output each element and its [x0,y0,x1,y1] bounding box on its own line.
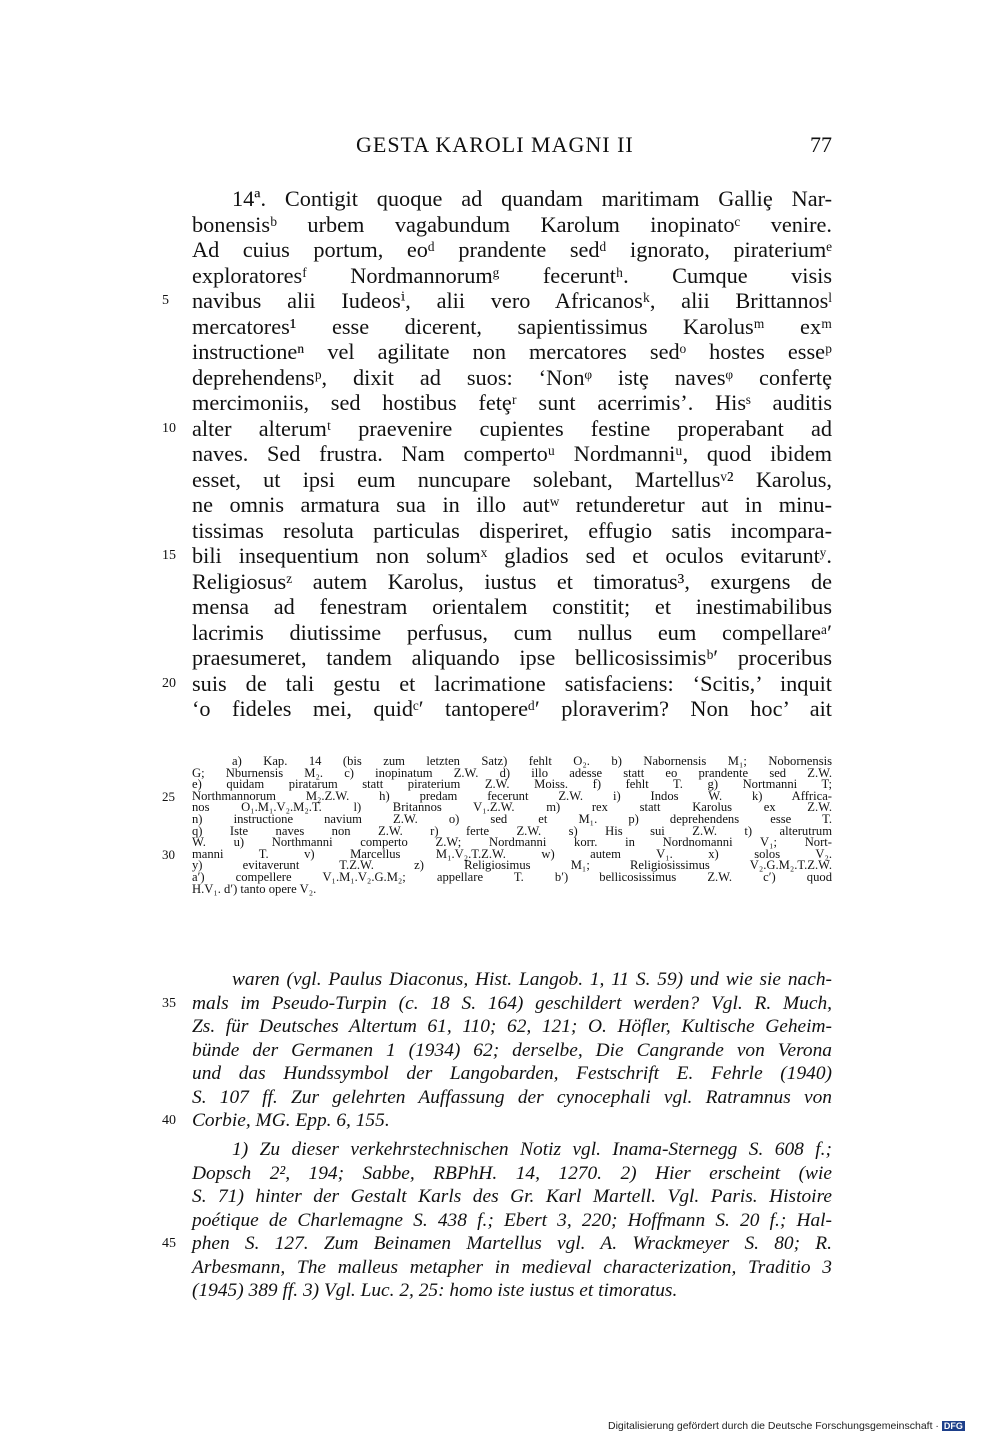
main-line [192,390,832,416]
main-text: mensa ad fenestram orientalem constitit; et inestimabilibus [192,594,832,619]
apparatus-text: H.V₁. d′) tanto opere V₂. [192,881,317,896]
apparatus-text: nos O₁.M₁.V₂.M₂.T. l) Britannos V₁.Z.W. m) rex statt Karolus ex Z.W. [192,800,832,815]
main-text: deprehendensᵖ, dixit ad suos: ‘Nonᵠ istȩ navesᵠ confertȩ [192,364,832,390]
apparatus-text: e) quidam piratarum statt piraterium Z.W. Moiss. f) fehlt T. g) Nortmanni T; [192,777,832,792]
commentary-text: S. 107 ff. Zur gelehrten Auffassung der cynocephali vgl. Ratramnus von [192,1086,832,1108]
main-line [192,365,832,391]
main-text: mercimoniis, sed hostibus fetȩʳ sunt acerrimis’. Hisˢ auditis [192,390,832,415]
commentary-text: und das Hundssymbol der Langobarden, Festschrift E. Fehrle (1940) [192,1063,832,1084]
footnote-text: 1) Zu dieser verkehrstechnischen Notiz vgl. Inama-Sternegg S. 608 f.; [232,1139,832,1160]
critical-apparatus [162,754,832,896]
main-line [192,467,832,493]
page-number: 77 [810,132,832,157]
line-number: 15 [162,548,176,563]
line-number: 40 [162,1113,176,1128]
main-line [162,288,832,314]
line-number: 45 [162,1236,176,1251]
footnote-text: (1945) 389 ff. 3) Vgl. Luc. 2, 25: homo iste iustus et timoratus. [192,1280,678,1301]
main-line [192,314,832,340]
main-text: ne omnis armatura sua in illo autʷ retunderetur aut in minu- [192,492,832,517]
main-line [192,518,832,544]
footnote-line [162,1232,832,1256]
main-line [162,670,832,697]
main-text [162,186,832,722]
main-text: esset, ut ipsi eum nuncupare solebant, Martellusᵛ² Karolus, [192,466,832,492]
footer-text: Digitalisierung gefördert durch die Deutsche Forschungsgemeinschaft · [608,1420,939,1432]
commentary-text: mals im Pseudo-Turpin (c. 18 S. 164) geschildert werden? Vgl. R. Much, [192,992,832,1014]
main-text: bili insequentium non solumˣ gladios sed et oculos evitaruntʸ. [192,543,832,568]
apparatus-text: G; Nburnensis M₂. c) inopinatum Z.W. d) illo adesse statt eo prandente sed Z.W. [192,765,832,780]
main-text: praesumeret, tandem aliquando ipse bellicosissimisᵇ′ proceribus [192,645,832,670]
main-text: naves. Sed frustra. Nam compertoᵘ Nordmanniᵘ, quod ibidem [192,441,832,466]
digitization-footer [608,1420,965,1432]
main-line [162,543,832,569]
line-number: 5 [162,293,169,308]
footnote-line [192,1162,832,1186]
main-line [192,620,832,646]
main-line [192,186,832,212]
apparatus-text: manni T. v) Marcellus M₁.V₂.T.Z.W. w) autem V₁. x) solos V₂. [192,846,832,861]
main-text: Ad cuius portum, eoᵈ prandente sedᵈ ignorato, pirateriumᵉ [192,237,832,262]
main-line [192,645,832,671]
footnote-text: poétique de Charlemagne S. 438 f.; Ebert 3, 220; Hoffmann S. 20 f.; Hal- [192,1209,832,1231]
apparatus-text: n) instructione navium Z.W. o) sed et M₁. p) deprehendens esse T. [192,811,832,826]
main-text: 14ª. Contigit quoque ad quandam maritimam Galliȩ Nar- [232,186,832,211]
main-text: bonensisᵇ urbem vagabundum Karolum inopinatoᶜ venire. [192,211,832,237]
footnote-line [192,1279,832,1303]
main-text: mercatores¹ esse dicerent, sapientissimus Karolusᵐ exᵐ [192,313,832,339]
line-number: 25 [162,788,175,804]
commentary-line [192,1039,832,1063]
dfg-logo: DFG [943,1421,963,1432]
commentary-text: Corbie, MG. Epp. 6, 155. [192,1110,390,1131]
main-line [192,212,832,238]
main-line [192,441,832,467]
main-text: suis de tali gestu et lacrimatione satisfaciens: ‘Scitis,’ inquit [192,670,832,696]
line-number: 30 [162,846,175,862]
apparatus-text: y) evitaverunt T.Z.W. z) Religiosimus M₁; Religiosissimus V₂.G.M₂.T.Z.W. [192,858,832,873]
commentary-line [192,1015,832,1039]
footnotes [162,1138,832,1303]
apparatus-text: a′) compellere V₁.M₁.V₂.G.M₂; appellare T. b′) bellicosissimus Z.W. c′) quod [192,869,832,884]
footnote-text: Arbesmann, The malleus metapher in medieval characterization, Traditio 3 [192,1256,832,1278]
footnote-text: phen S. 127. Zum Beinamen Martellus vgl. A. Wrackmeyer S. 80; R. [192,1233,832,1254]
main-line [192,263,832,289]
main-line [192,492,832,518]
commentary-text: bünde der Germanen 1 (1934) 62; derselbe, Die Cangrande von Verona [192,1039,832,1061]
line-number: 20 [162,675,176,691]
commentary-line [162,1109,832,1133]
apparatus-text: a) Kap. 14 (bis zum letzten Satz) fehlt O₂. b) Nabornensis M₁; Nobornensis [232,754,832,768]
footnote-line [192,1138,832,1162]
line-number: 10 [162,420,176,436]
main-text: alter alterumᵗ praevenire cupientes festine properabant ad [192,415,832,441]
commentary-line [192,968,832,992]
footnote-line [192,1209,832,1233]
main-text: lacrimis diutissime perfusus, cum nullus eum compellareᵃ′ [192,619,832,645]
commentary-text: waren (vgl. Paulus Diaconus, Hist. Langob. 1, 11 S. 59) und wie sie nach- [232,969,832,990]
main-line [192,237,832,263]
footnote-text: Dopsch 2², 194; Sabbe, RBPhH. 14, 1270. 2) Hier erscheint (wie [192,1162,832,1184]
main-text: exploratoresᶠ Nordmannorumᵍ feceruntʰ. Cumque visis [192,262,832,288]
main-text: instructioneⁿ vel agilitate non mercatores sedᵒ hostes esseᵖ [192,339,832,364]
main-text: navibus alii Iudeosⁱ, alii vero Africanosᵏ, alii Brittannosˡ [192,288,832,313]
footnote-line [192,1185,832,1209]
main-line [192,696,832,722]
apparatus-text: q) Iste naves non Z.W. r) ferte Z.W. s) His sui Z.W. t) alterutrum [192,823,832,838]
apparatus-line [192,881,832,896]
footnote-text: S. 71) hinter der Gestalt Karls des Gr. Karl Martell. Vgl. Paris. Histoire [192,1186,832,1207]
commentary-line [192,1086,832,1110]
running-title: GESTA KAROLI MAGNI II [356,132,634,157]
main-line [192,594,832,620]
main-text: Religiosusᶻ autem Karolus, iustus et timoratus³, exurgens de [192,568,832,594]
main-text: tissimas resoluta particulas disperiret, effugio satis incompara- [192,517,832,543]
running-header [192,132,832,166]
line-number: 35 [162,995,176,1011]
main-line [192,339,832,365]
commentary-line [162,992,832,1016]
apparatus-text: W. u) Northmanni comperto Z.W; Nordmanni korr. in Nordnomanni V₁; Nort- [192,835,832,850]
apparatus-text: Northmannorum M₂.Z.W. h) predam fecerunt Z.W. i) Indos W. k) Affrica- [192,788,832,803]
commentary-continuation [162,968,832,1133]
footnote-line [192,1256,832,1280]
main-text: ‘o fideles mei, quidᶜ′ tantopereᵈ′ ploraverim? Non hoc’ ait [192,696,832,721]
main-line [192,569,832,595]
main-line [162,415,832,442]
commentary-line [192,1062,832,1086]
commentary-text: Zs. für Deutsches Altertum 61, 110; 62, 121; O. Höfler, Kultische Geheim- [192,1016,832,1037]
